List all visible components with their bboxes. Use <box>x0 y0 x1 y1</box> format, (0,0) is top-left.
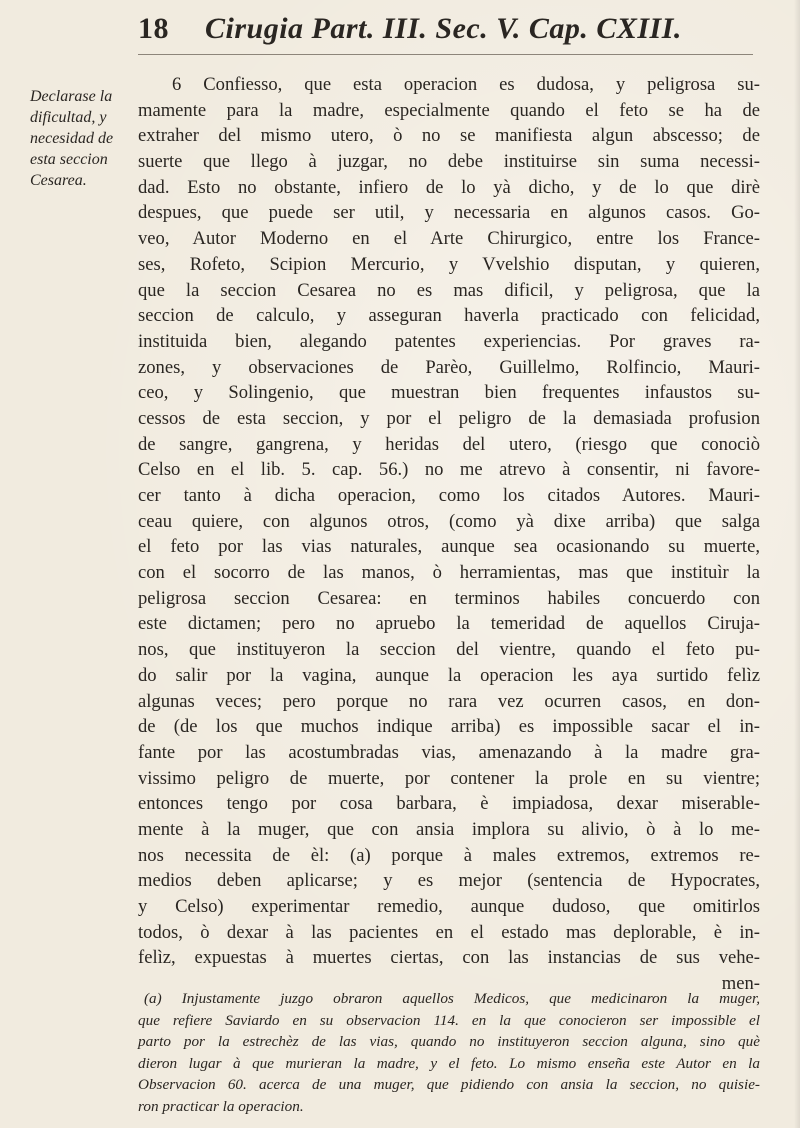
text-line: medios deben aplicarse; y es mejor (sentencia de Hypocrates, <box>138 870 760 892</box>
page-edge-shadow <box>794 0 800 1128</box>
text-line: mamente para la madre, especialmente quando el feto se ha de <box>138 99 760 121</box>
text-line: seccion de calculo, y asseguran haverla practicado con felicidad, <box>138 305 760 327</box>
footnote-line: Observacion 60. acerca de una muger, que pidiendo con ansia la seccion, no quisie- <box>138 1076 760 1093</box>
text-line: mente à la muger, que con ansia implora su alivio, ò à lo me- <box>138 818 760 840</box>
text-line: veo, Autor Moderno en el Arte Chirurgico, entre los France- <box>138 228 760 250</box>
footnote-line: ron practicar la operacion. <box>138 1097 304 1115</box>
text-line: do salir por la vagina, aunque la operacion les aya surtido felìz <box>138 664 760 686</box>
text-line: instituida bien, alegando patentes experiencias. Por graves ra- <box>138 330 760 352</box>
margin-note-line: necesidad de <box>30 130 114 147</box>
text-line: ses, Rofeto, Scipion Mercurio, y Vvelshio disputan, y quieren, <box>138 253 760 275</box>
text-line: 6 Confiesso, que esta operacion es dudosa, y peligrosa su- <box>172 74 760 95</box>
text-line: zones, y observaciones de Parèo, Guillelmo, Rolfincio, Mauri- <box>138 356 760 378</box>
text-line: que la seccion Cesarea no es mas dificil, y peligrosa, que la <box>138 279 760 301</box>
text-line: Celso en el lib. 5. cap. 56.) no me atrevo à consentir, ni favore- <box>138 459 760 481</box>
text-line: este dictamen; pero no apruebo la temeridad de aquellos Ciruja- <box>138 613 760 635</box>
text-line: cessos de esta seccion, y por el peligro de la demasiada profusion <box>138 407 760 429</box>
text-line: entonces tengo por cosa barbara, è impiadosa, dexar miserable- <box>138 793 760 815</box>
text-line: de (de los que muchos indique arriba) es impossible sacar el in- <box>138 716 760 738</box>
text-line: extraher del mismo utero, ò no se manifiesta algun abscesso; de <box>138 125 760 147</box>
text-line: ceau quiere, con algunos otros, (como yà dixe arriba) que salga <box>138 510 760 532</box>
main-paragraph <box>138 72 760 997</box>
running-header <box>138 12 758 52</box>
margin-note-line: Declarase la <box>30 88 113 105</box>
text-line: de sangre, gangrena, y heridas del utero, (riesgo que conociò <box>138 433 760 455</box>
footnote-line: dieron lugar à que murieran la madre, y el feto. Lo mismo enseña este Autor en la <box>138 1054 760 1072</box>
margin-note-line: esta seccion <box>30 151 108 168</box>
catchword: men- <box>721 973 760 995</box>
page-number: 18 <box>138 12 169 45</box>
footnote-line: que refiere Saviardo en su observacion 114. en la que conocieron ser impossible el <box>138 1011 760 1029</box>
text-line: todos, ò dexar à las pacientes en el estado mas deplorable, è in- <box>138 921 760 943</box>
text-line: nos, que instituyeron la seccion del vientre, quando el feto pu- <box>138 639 760 661</box>
text-line: el feto por las vias naturales, aunque sea ocasionando su muerte, <box>138 536 760 558</box>
text-line: con el socorro de las manos, ò herramientas, mas que instituìr la <box>138 562 760 584</box>
footnote-line: parto por la estrechèz de las vias, quando no instituyeron seccion alguna, sino què <box>138 1033 760 1050</box>
text-line: algunas veces; pero porque no rara vez ocurren casos, en don- <box>138 690 760 712</box>
text-line: cer tanto à dicha operacion, como los citados Autores. Mauri- <box>138 485 760 506</box>
header-rule <box>138 54 753 55</box>
text-line: felìz, expuestas à muertes ciertas, con las instancias de sus vehe- <box>138 947 760 969</box>
text-line: peligrosa seccion Cesarea: en terminos habiles concuerdo con <box>138 587 760 609</box>
text-line: y Celso) experimentar remedio, aunque dudoso, que omitirlos <box>138 896 760 917</box>
margin-note-line: Cesarea. <box>30 172 87 189</box>
running-title: Cirugia Part. III. Sec. V. Cap. CXIII. <box>205 12 682 45</box>
text-line: fante por las acostumbradas vias, amenazando à la madre gra- <box>138 741 760 763</box>
footnote-line: (a) Injustamente juzgo obraron aquellos Medicos, que medicinaron la muger, <box>144 990 760 1007</box>
text-line: despues, que puede ser util, y necessaria en algunos casos. Go- <box>138 202 760 224</box>
text-line: vissimo peligro de muerte, por contener la prole en su vientre; <box>138 767 760 789</box>
margin-note <box>30 86 126 191</box>
text-line: suerte que llego à juzgar, no debe instituirse sin suma necessi- <box>138 151 760 173</box>
footnote <box>138 988 760 1117</box>
text-line: dad. Esto no obstante, infiero de lo yà dicho, y de lo que dirè <box>138 176 760 198</box>
margin-note-line: dificultad, y <box>30 109 107 126</box>
text-line: nos necessita de èl: (a) porque à males extremos, extremos re- <box>138 844 760 866</box>
text-line: ceo, y Solingenio, que muestran bien frequentes infaustos su- <box>138 382 760 404</box>
